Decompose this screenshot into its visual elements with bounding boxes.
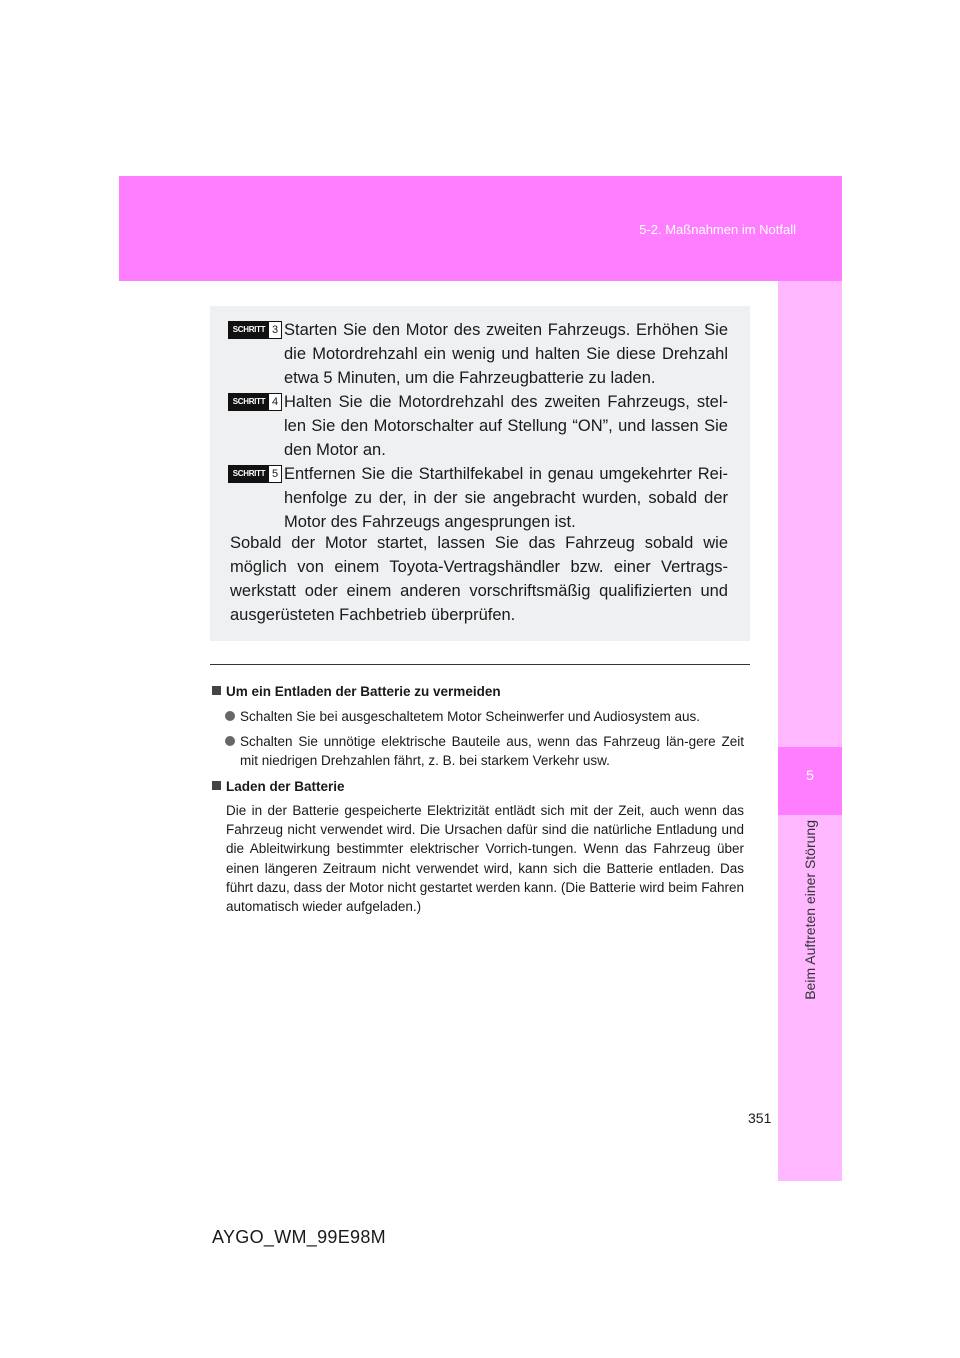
circle-bullet-icon	[225, 736, 235, 746]
step-badge-word: SCHRITT	[229, 394, 269, 410]
step-text: Starten Sie den Motor des zweiten Fahrzeugs. Erhöhen Sie die Motordrehzahl ein wenig und halten Sie diese Drehzahl etwa 5 Minuten, um die Fahrzeugbatterie zu laden.	[284, 321, 728, 387]
step-badge-number: 4	[271, 396, 279, 408]
step-item	[228, 390, 728, 462]
notes-content	[212, 682, 744, 916]
section-heading	[212, 682, 744, 701]
page-number: 351	[748, 1110, 772, 1126]
circle-bullet-icon	[225, 711, 235, 721]
list-item-text: Schalten Sie unnötige elektrische Bauteile aus, wenn das Fahrzeug län-gere Zeit mit niedrigen Drehzahlen fährt, z. B. bei starkem Verkehr usw.	[240, 734, 744, 768]
step-badge	[228, 465, 282, 483]
step-text: Entfernen Sie die Starthilfekabel in genau umgekehrter Rei-henfolge zu der, in der sie angebracht wurden, sobald der Motor des Fahrzeugs angesprungen ist.	[284, 465, 728, 531]
step-item	[228, 318, 728, 390]
step-badge-word: SCHRITT	[229, 322, 269, 338]
list-item	[212, 732, 744, 770]
page-header-band	[119, 176, 842, 281]
step-instructions-box	[210, 306, 750, 641]
square-bullet-icon	[212, 686, 221, 695]
step-text: Halten Sie die Motordrehzahl des zweiten Fahrzeugs, stel-len Sie den Motorschalter auf Stellung “ON”, und lassen Sie den Motor an.	[284, 393, 728, 459]
step-item	[228, 462, 728, 534]
section-heading-text: Laden der Batterie	[226, 779, 345, 794]
step-badge	[228, 321, 282, 339]
chapter-side-tab	[778, 281, 842, 1181]
section-heading	[212, 777, 744, 796]
step-badge-number: 3	[271, 324, 279, 336]
square-bullet-icon	[212, 781, 221, 790]
chapter-title: Beim Auftreten einer Störung	[802, 820, 818, 1000]
step-badge	[228, 393, 282, 411]
section-divider	[210, 664, 750, 665]
list-item-text: Schalten Sie bei ausgeschaltetem Motor Scheinwerfer und Audiosystem aus.	[240, 709, 701, 724]
section-paragraph: Die in der Batterie gespeicherte Elektrizität entlädt sich mit der Zeit, auch wenn das Fahrzeug nicht verwendet wird. Die Ursachen dafür sind die natürliche Entladung und die Ableitwirkung bestimmter elektrischer Vorrich-tungen. Wenn das Fahrzeug über einen längeren Zeitraum nicht verwendet wird, kann sich die Batterie entladen. Das führt dazu, dass der Motor nicht gestartet werden kann. (Die Batterie wird beim Fahren automatisch wieder aufgeladen.)	[226, 803, 744, 915]
step-badge-word: SCHRITT	[229, 466, 269, 482]
chapter-number-box	[778, 747, 842, 815]
section-title: 5-2. Maßnahmen im Notfall	[639, 222, 796, 237]
section-heading-text: Um ein Entladen der Batterie zu vermeiden	[226, 684, 501, 699]
chapter-number: 5	[806, 767, 814, 783]
step-badge-number: 5	[271, 468, 279, 480]
list-item	[212, 707, 744, 726]
document-code: AYGO_WM_99E98M	[212, 1227, 386, 1247]
inspection-note: Sobald der Motor startet, lassen Sie das Fahrzeug sobald wie möglich von einem Toyota-Vertragshändler bzw. einer Vertrags-werkstatt oder einem anderen vorschriftsmäßig qualifizierten und ausgerüsteten Fachbetrieb überprüfen.	[230, 534, 728, 624]
